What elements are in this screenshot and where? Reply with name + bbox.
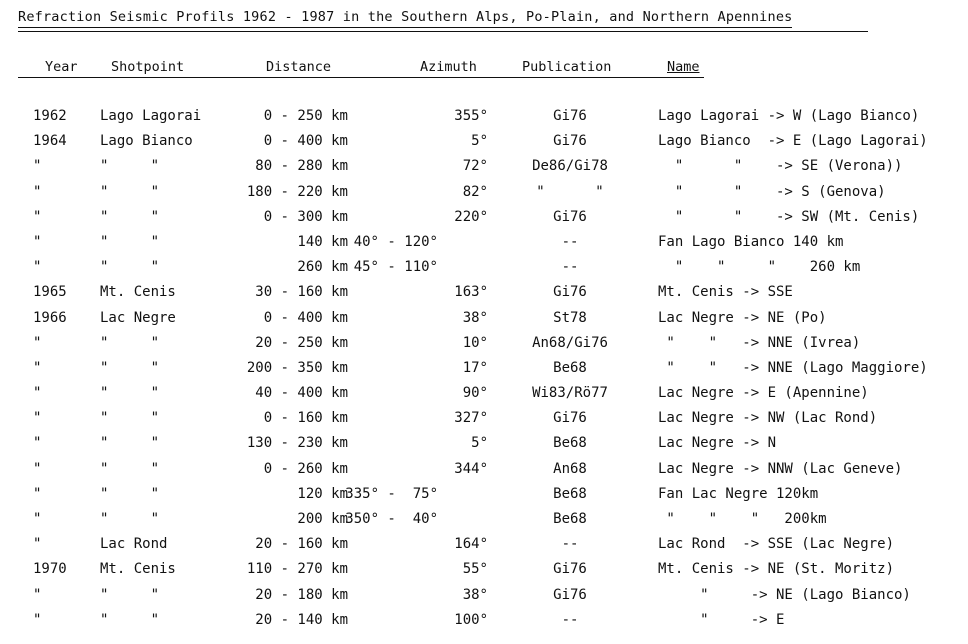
row-publication: Gi76 [553,133,587,150]
row-year: " [33,158,42,175]
row-shotpoint: " " [100,586,160,603]
row-azimuth: 55° [462,561,488,578]
row-publication: Gi76 [553,561,587,578]
row-name: Lago Bianco -> E (Lago Lagorai) [658,133,928,150]
row-azimuth: 5° [471,435,488,452]
row-year: " [33,359,42,376]
row-publication: Be68 [553,359,587,376]
row-distance: 140 km [297,233,348,250]
row-publication: Gi76 [553,586,587,603]
row-distance: 20 - 160 km [255,536,348,553]
row-year: " [33,485,42,502]
table-row [0,158,968,183]
table-row [0,561,968,586]
row-shotpoint: Lago Lagorai [100,108,202,124]
row-year: " [33,208,42,225]
row-name: Lac Negre -> NNW (Lac Geneve) [658,460,903,477]
row-name: Fan Lago Bianco 140 km [658,233,844,250]
row-azimuth: 163° [454,284,488,301]
row-year: " [33,435,42,452]
row-publication: Gi76 [553,410,587,427]
table-row [0,612,968,637]
row-shotpoint: " " [100,611,160,628]
row-azimuth: 327° [454,410,488,427]
table-row [0,385,968,410]
row-distance: 30 - 160 km [255,284,348,301]
row-year: " [33,233,42,250]
row-publication: Be68 [553,435,587,452]
row-distance: 20 - 250 km [255,334,348,351]
row-publication: -- [561,611,579,628]
table-row [0,209,968,234]
row-name: " " -> SE (Verona)) [658,158,903,175]
header-year: Year [45,59,78,75]
row-name: " -> NE (Lago Bianco) [658,586,911,603]
table-row [0,284,968,309]
header-publication: Publication [522,59,612,75]
header-rule [18,77,704,78]
row-publication: Gi76 [553,208,587,225]
row-shotpoint: " " [100,410,160,427]
row-shotpoint: " " [100,158,160,175]
row-shotpoint: " " [100,233,160,250]
table-row [0,461,968,486]
row-shotpoint: Lago Bianco [100,133,193,150]
row-publication: " " [536,183,604,200]
row-distance: 200 - 350 km [246,359,348,376]
row-publication: -- [561,536,579,553]
table-row [0,360,968,385]
row-name: " -> E [658,611,785,628]
table-row [0,259,968,284]
row-azimuth: 100° [454,611,488,628]
header-azimuth: Azimuth [420,59,477,75]
table-row [0,335,968,360]
row-azimuth-range: 350° - 40° [345,511,438,527]
row-year: 1962 [33,108,67,124]
row-year: " [33,259,42,276]
row-distance: 80 - 280 km [255,158,348,175]
row-name: Lac Negre -> NW (Lac Rond) [658,410,878,427]
row-azimuth: 220° [454,208,488,225]
row-publication: Be68 [553,485,587,502]
table-row [0,310,968,335]
row-shotpoint: " " [100,359,160,376]
row-year: 1964 [33,133,67,150]
table-row [0,536,968,561]
row-azimuth: 10° [462,334,488,351]
table-row [0,108,968,133]
table-row [0,587,968,612]
row-name: Fan Lac Negre 120km [658,485,819,502]
row-distance: 40 - 400 km [255,385,348,402]
row-distance: 20 - 140 km [255,611,348,628]
row-shotpoint: " " [100,334,160,351]
row-publication: Wi83/Rö77 [532,385,608,402]
header-name: Name [667,59,700,75]
row-azimuth-range: 45° - 110° [353,259,438,276]
row-year: " [33,536,42,553]
row-name: " " -> SW (Mt. Cenis) [658,208,920,225]
row-azimuth: 355° [454,108,488,124]
row-shotpoint: " " [100,183,160,200]
row-year: " [33,385,42,402]
row-publication: An68 [553,460,587,477]
header-distance: Distance [266,59,332,75]
row-name: " " -> S (Genova) [658,183,886,200]
row-azimuth: 90° [462,385,488,402]
row-publication: -- [561,259,579,276]
table-row [0,410,968,435]
row-azimuth-range: 335° - 75° [345,485,438,502]
row-name: Lago Lagorai -> W (Lago Bianco) [658,108,920,124]
row-publication: Gi76 [553,284,587,301]
row-year: " [33,511,42,527]
row-shotpoint: " " [100,511,160,527]
row-name: " " -> NNE (Ivrea) [658,334,861,351]
row-distance: 20 - 180 km [255,586,348,603]
row-azimuth: 38° [462,309,488,326]
row-year: " [33,334,42,351]
row-shotpoint: Mt. Cenis [100,561,176,578]
row-shotpoint: " " [100,435,160,452]
row-azimuth: 17° [462,359,488,376]
table-row [0,184,968,209]
row-azimuth: 344° [454,460,488,477]
row-publication: De86/Gi78 [532,158,608,175]
row-publication: -- [561,233,579,250]
profile-table [0,108,968,637]
row-year: " [33,410,42,427]
row-shotpoint: Mt. Cenis [100,284,176,301]
title-double-underline [18,31,868,32]
table-row [0,435,968,460]
row-name: Mt. Cenis -> SSE [658,284,793,301]
row-publication: St78 [553,309,587,326]
row-name: " " " 200km [658,511,827,527]
row-year: 1965 [33,284,67,301]
row-distance: 0 - 260 km [263,460,348,477]
row-distance: 0 - 160 km [263,410,348,427]
table-row [0,486,968,511]
row-year: 1970 [33,561,67,578]
row-year: " [33,183,42,200]
row-publication: Gi76 [553,108,587,124]
row-name: Lac Negre -> NE (Po) [658,309,827,326]
table-row [0,511,968,536]
row-distance: 130 - 230 km [246,435,348,452]
row-azimuth: 164° [454,536,488,553]
row-name: Lac Negre -> E (Apennine) [658,385,869,402]
row-name: Lac Rond -> SSE (Lac Negre) [658,536,895,553]
table-row [0,234,968,259]
header-shotpoint: Shotpoint [111,59,185,75]
row-distance: 0 - 400 km [263,309,348,326]
row-shotpoint: " " [100,460,160,477]
row-azimuth: 72° [462,158,488,175]
row-distance: 0 - 400 km [263,133,348,150]
row-year: " [33,611,42,628]
row-distance: 0 - 300 km [263,208,348,225]
row-name: Lac Negre -> N [658,435,777,452]
row-distance: 200 km [297,511,348,527]
row-azimuth: 38° [462,586,488,603]
row-shotpoint: " " [100,259,160,276]
row-name: " " " 260 km [658,259,861,276]
row-distance: 0 - 250 km [263,108,348,124]
row-year: 1966 [33,309,67,326]
table-row [0,133,968,158]
row-year: " [33,586,42,603]
row-shotpoint: " " [100,385,160,402]
row-azimuth: 82° [462,183,488,200]
row-distance: 110 - 270 km [246,561,348,578]
document-title: Refraction Seismic Profils 1962 - 1987 in the Southern Alps, Po-Plain, and Northern Apennines [18,9,792,28]
row-name: Mt. Cenis -> NE (St. Moritz) [658,561,895,578]
row-azimuth-range: 40° - 120° [353,233,438,250]
row-name: " " -> NNE (Lago Maggiore) [658,359,928,376]
row-publication: Be68 [553,511,587,527]
row-shotpoint: Lac Negre [100,309,176,326]
row-publication: An68/Gi76 [532,334,608,351]
row-distance: 120 km [297,485,348,502]
row-shotpoint: Lac Rond [100,536,168,553]
row-azimuth: 5° [471,133,488,150]
row-shotpoint: " " [100,208,160,225]
row-year: " [33,460,42,477]
row-distance: 260 km [297,259,348,276]
row-distance: 180 - 220 km [246,183,348,200]
row-shotpoint: " " [100,485,160,502]
